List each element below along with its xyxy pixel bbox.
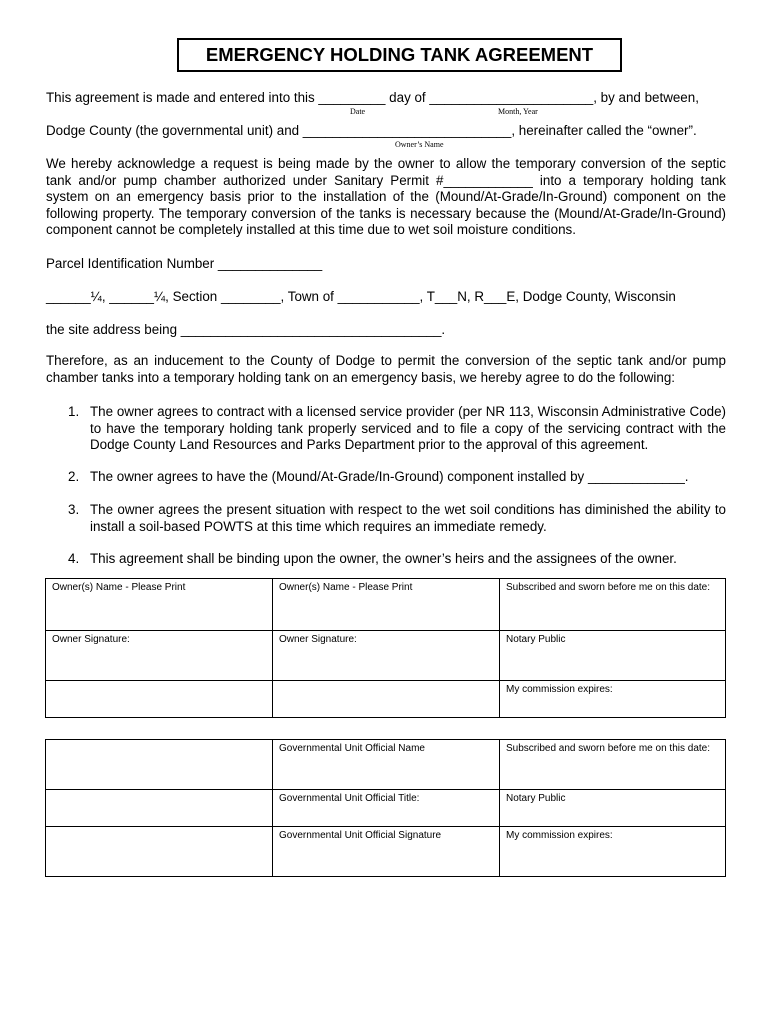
date-caption: Date	[350, 107, 366, 116]
item-text: This agreement shall be binding upon the owner, the owner’s heirs and the assignees of the owner.	[90, 551, 677, 566]
gov-blank-cell-2	[46, 790, 273, 827]
governmental-signature-table	[45, 739, 726, 877]
gov-official-name-cell[interactable]: Governmental Unit Official Name	[273, 740, 500, 790]
item-text: The owner agrees to have the (Mound/At-Grade/In-Ground) component installed by _____________.	[90, 469, 689, 484]
owner-name-caption: Owner’s Name	[395, 140, 444, 149]
item-number: 1.	[68, 404, 80, 419]
gov-commission-expires-cell[interactable]: My commission expires:	[500, 827, 726, 877]
item-number: 3.	[68, 502, 80, 517]
owner-signature-table	[45, 578, 726, 718]
item-text: The owner agrees to contract with a licensed service provider (per NR 113, Wisconsin Administrative Code) to have the temporary holding tank properly serviced and to file a copy of the servicing contract with the Dodge County Land Resources and Parks Department prior to the approval of this agreement.	[90, 404, 726, 453]
parcel-id-line: Parcel Identification Number ______________	[46, 256, 323, 271]
gov-official-title-cell[interactable]: Governmental Unit Official Title:	[273, 790, 500, 827]
owner-blank-cell-1	[46, 681, 273, 718]
owner-notary-cell[interactable]: Notary Public	[500, 631, 726, 681]
owner-signature-cell-2[interactable]: Owner Signature:	[273, 631, 500, 681]
agreement-item	[68, 551, 726, 568]
intro-line-1: This agreement is made and entered into this _________ day of ______________________, by and between,	[46, 90, 699, 105]
gov-blank-cell-3	[46, 827, 273, 877]
owner-name-cell-1[interactable]: Owner(s) Name - Please Print	[46, 579, 273, 631]
document-title: EMERGENCY HOLDING TANK AGREEMENT	[177, 38, 622, 72]
gov-subscribed-date-cell[interactable]: Subscribed and sworn before me on this date:	[500, 740, 726, 790]
month-year-caption: Month, Year	[498, 107, 538, 116]
agreement-item	[68, 469, 726, 486]
intro-line-2: Dodge County (the governmental unit) and ____________________________, hereinafter called the “owner”.	[46, 123, 697, 138]
owner-commission-expires-cell[interactable]: My commission expires:	[500, 681, 726, 718]
gov-blank-cell-1	[46, 740, 273, 790]
owner-signature-cell-1[interactable]: Owner Signature:	[46, 631, 273, 681]
owner-subscribed-date-cell[interactable]: Subscribed and sworn before me on this date:	[500, 579, 726, 631]
acknowledgement-paragraph: We hereby acknowledge a request is being made by the owner to allow the temporary conversion of the septic tank and/or pump chamber authorized under Sanitary Permit #____________ into a temporary holding tank system on an emergency basis prior to the installation of the (Mound/At-Grade/In-Ground) component on the following property. The temporary conversion of the tanks is necessary because the (Mound/At-Grade/In-Ground) component cannot be completely installed at this time due to wet soil moisture conditions.	[46, 156, 726, 238]
legal-location-line: ______¼, ______¼, Section ________, Town of ___________, T___N, R___E, Dodge County, Wisconsin	[46, 289, 676, 304]
owner-name-cell-2[interactable]: Owner(s) Name - Please Print	[273, 579, 500, 631]
gov-notary-cell[interactable]: Notary Public	[500, 790, 726, 827]
gov-official-signature-cell[interactable]: Governmental Unit Official Signature	[273, 827, 500, 877]
agreement-item	[68, 502, 726, 535]
owner-blank-cell-2	[273, 681, 500, 718]
item-number: 2.	[68, 469, 80, 484]
agreement-item	[68, 404, 726, 454]
therefore-paragraph: Therefore, as an inducement to the County of Dodge to permit the conversion of the septic tank and/or pump chamber tanks into a temporary holding tank on an emergency basis, we hereby agree to do the following:	[46, 353, 726, 385]
site-address-line: the site address being ___________________________________.	[46, 322, 446, 337]
item-number: 4.	[68, 551, 80, 566]
item-text: The owner agrees the present situation with respect to the wet soil conditions has diminished the ability to install a soil-based POWTS at this time which requires an immediate remedy.	[90, 502, 726, 534]
